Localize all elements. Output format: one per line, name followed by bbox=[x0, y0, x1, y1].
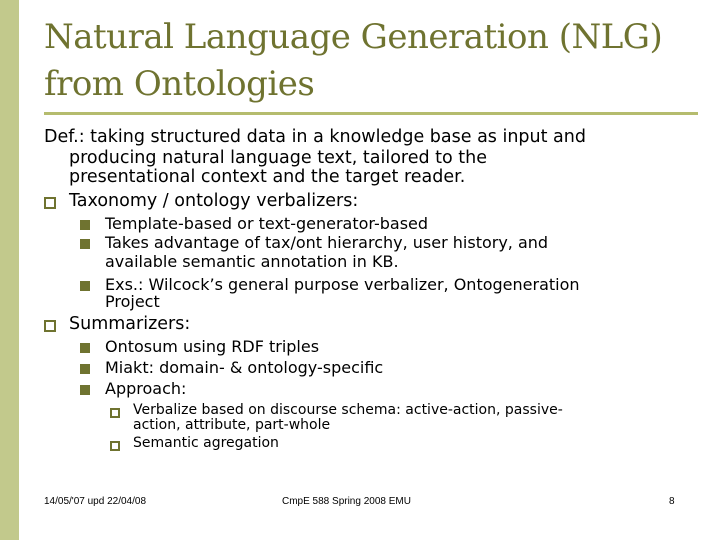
filled-square-bullet-icon bbox=[80, 281, 90, 291]
summarizers-item-1: Ontosum using RDF triples bbox=[105, 337, 320, 356]
title-divider bbox=[44, 112, 698, 115]
filled-square-bullet-icon bbox=[80, 385, 90, 395]
footer-page-number: 8 bbox=[669, 496, 675, 507]
slide-title-line-2: from Ontologies bbox=[44, 64, 315, 104]
bullet-summarizers-label: Summarizers: bbox=[69, 314, 191, 334]
hollow-square-bullet-icon bbox=[44, 320, 56, 332]
taxonomy-item-1: Template-based or text-generator-based bbox=[105, 214, 429, 233]
summarizers-item-3: Approach: bbox=[105, 379, 187, 398]
hollow-square-bullet-icon bbox=[44, 197, 56, 209]
taxonomy-item-2-line-1: Takes advantage of tax/ont hierarchy, user history, and bbox=[105, 233, 549, 252]
definition-line-2: producing natural language text, tailored to the bbox=[69, 148, 488, 168]
summarizers-item-2: Miakt: domain- & ontology-specific bbox=[105, 358, 384, 377]
taxonomy-item-2-line-2: available semantic annotation in KB. bbox=[105, 252, 399, 271]
filled-square-bullet-icon bbox=[80, 220, 90, 230]
small-hollow-square-bullet-icon bbox=[110, 408, 120, 418]
filled-square-bullet-icon bbox=[80, 239, 90, 249]
taxonomy-item-3-line-2: Project bbox=[105, 292, 160, 311]
filled-square-bullet-icon bbox=[80, 364, 90, 374]
slide-title bbox=[44, 14, 694, 108]
approach-item-2: Semantic agregation bbox=[133, 435, 279, 451]
definition-line-1: Def.: taking structured data in a knowledge base as input and bbox=[44, 127, 586, 147]
filled-square-bullet-icon bbox=[80, 343, 90, 353]
approach-item-1-line-1: Verbalize based on discourse schema: active-action, passive- bbox=[133, 402, 563, 418]
small-hollow-square-bullet-icon bbox=[110, 441, 120, 451]
slide-title-line-1: Natural Language Generation (NLG) bbox=[44, 17, 663, 57]
bullet-taxonomy-label: Taxonomy / ontology verbalizers: bbox=[69, 191, 359, 211]
footer-course: CmpE 588 Spring 2008 EMU bbox=[282, 496, 411, 507]
definition-line-3: presentational context and the target reader. bbox=[69, 167, 466, 187]
footer-date: 14/05/'07 upd 22/04/08 bbox=[44, 496, 147, 507]
side-accent-bar bbox=[0, 0, 19, 540]
approach-item-1-line-2: action, attribute, part-whole bbox=[133, 417, 331, 433]
taxonomy-item-3-line-1: Exs.: Wilcock’s general purpose verbalizer, Ontogeneration bbox=[105, 275, 580, 294]
